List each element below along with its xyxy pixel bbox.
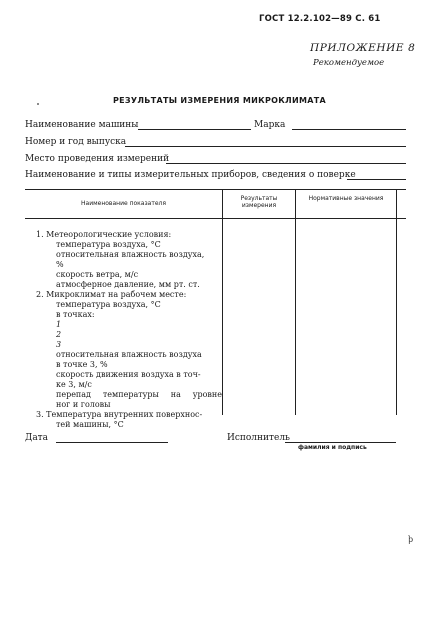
page-header: ГОСТ 12.2.102—89 С. 61: [259, 14, 381, 24]
number-year-label: Номер и год выпуска: [25, 137, 127, 147]
list-item: %: [56, 260, 64, 269]
list-item: 2: [56, 330, 62, 339]
column-header-norm: Нормативные значения: [308, 195, 384, 202]
place-line: [166, 163, 406, 164]
list-item: в точке 3, %: [56, 360, 108, 369]
appendix-label: ПРИЛОЖЕНИЕ 8: [310, 42, 416, 54]
date-label: Дата: [25, 433, 49, 443]
list-item: температура воздуха, °С: [56, 300, 161, 309]
instruments-line: [347, 179, 406, 180]
table-divider-1: [222, 189, 223, 415]
table-top-rule: [25, 189, 406, 190]
stray-dot: [37, 103, 39, 105]
list-item: 1: [56, 320, 62, 329]
instruments-label: Наименование и типы измерительных приборов, сведения о поверке: [25, 170, 356, 180]
list-item: ног и головы: [56, 400, 111, 409]
list-item: 3. Температура внутренних поверхнос-: [36, 410, 203, 419]
place-label: Место проведения измерений: [25, 154, 170, 164]
column-header-result: Результаты измерения: [240, 195, 278, 209]
date-line: [56, 442, 168, 443]
machine-name-line: [138, 129, 251, 130]
list-item: скорость движения воздуха в точ-: [56, 370, 201, 379]
indicator-list: [36, 230, 222, 430]
list-item: температура воздуха, °С: [56, 240, 161, 249]
table-header-rule: [25, 218, 406, 219]
list-item: 1. Метеорологические условия:: [36, 230, 172, 239]
stray-mark: ϸ: [408, 535, 414, 544]
number-year-line: [125, 146, 406, 147]
recommended-label: Рекомендуемое: [313, 58, 385, 68]
signature-caption: фамилия и подпись: [298, 444, 367, 451]
table-divider-3: [396, 189, 397, 415]
document-title: РЕЗУЛЬТАТЫ ИЗМЕРЕНИЯ МИКРОКЛИМАТА: [112, 96, 326, 105]
column-header-indicator: Наименование показателя: [81, 200, 166, 207]
executor-line: [285, 442, 396, 443]
list-item: скорость ветра, м/с: [56, 270, 139, 279]
list-item: ке 3, м/с: [56, 380, 92, 389]
list-item: относительная влажность воздуха,: [56, 250, 205, 259]
machine-name-label: Наименование машины: [25, 120, 139, 130]
table-divider-2: [295, 189, 296, 415]
list-item: 3: [56, 340, 62, 349]
list-item: атмосферное давление, мм рт. ст.: [56, 280, 200, 289]
list-item: в точках:: [56, 310, 95, 319]
list-item: 2. Микроклимат на рабочем месте:: [36, 290, 187, 299]
executor-label: Исполнитель: [227, 433, 290, 443]
list-item: относительная влажность воздуха: [56, 350, 202, 359]
list-item: тей машины, °С: [56, 420, 124, 429]
brand-label: Марка: [254, 120, 286, 130]
list-item: перепад температуры на уровне: [56, 390, 222, 399]
brand-line: [292, 129, 406, 130]
